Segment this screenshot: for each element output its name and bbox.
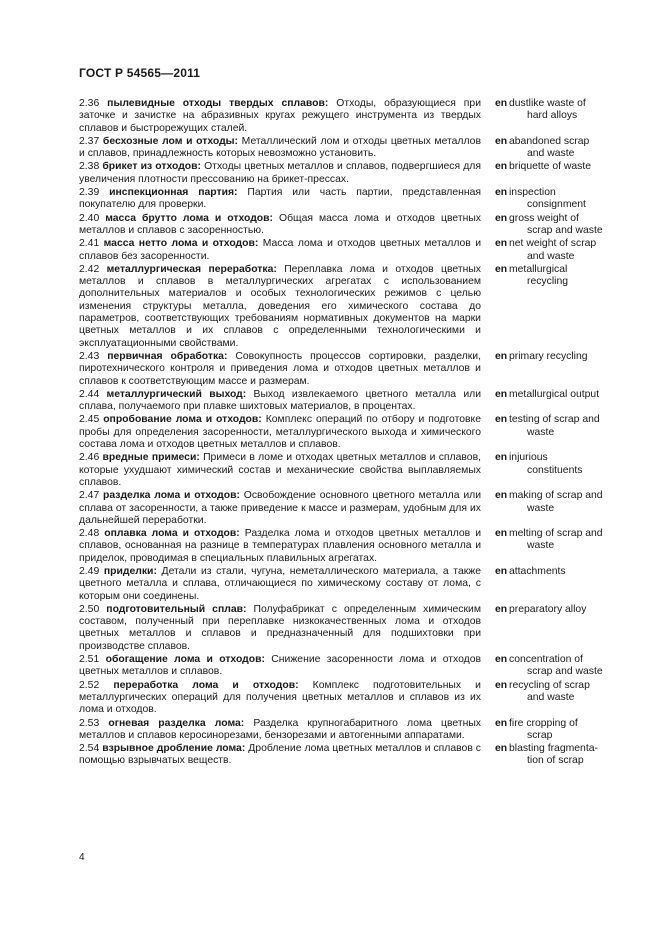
english-term-line: recycling of scrap [509,679,590,691]
english-equivalent [495,718,619,743]
english-term-line: and waste [527,250,575,262]
term-definition [79,566,481,603]
term-definition-text: Разделка лома и отходов цветных металлов и сплавов, основанная на разнице в температурах плавления основного металла и приделок, проводимая в специальных плавильных агрегатах. [79,528,481,564]
term-number: 2.52 [79,679,100,691]
term-definition-text: Отходы, образующиеся при заточке и зачистке на абразивных кругах режущего инструмента из твердых сплавов и быстрорежущих сталей. [79,98,481,134]
term-name: оплавка лома и отходов: [104,528,240,540]
english-equivalent [495,654,619,679]
term-name: опробование лома и отходов: [103,414,262,426]
english-term-line: constituents [527,464,583,476]
term-name: первичная обработка: [107,350,228,362]
term-entry [79,566,619,603]
term-number: 2.40 [79,212,100,224]
term-definition-text: Комплекс операций по отбору и подготовке пробы для определения засоренности, металлургического выхода и химического состава лома и отходов цветных металлов и сплавов. [79,414,481,451]
term-name: инспекционная партия: [109,187,238,199]
english-equivalent [495,136,619,161]
english-equivalent [495,238,619,263]
english-term-line: waste [527,502,555,514]
term-definition [79,654,481,679]
term-definition [79,389,481,414]
term-definition-text: Освобождение основного цветного металла или сплава от засоренности, а также приведение к массе и размерам, удобным для их дальнейшей переработки. [79,490,482,526]
english-equivalent [495,452,619,477]
english-equivalent [495,566,619,578]
english-term-line: injurious [509,452,548,464]
term-definition-text: Совокупность процессов сортировки, разделки, пиротехнического контроля и приведения лома и отходов цветных металлов и сплавов к соответствующим массе и размерам. [79,350,482,387]
term-definition [79,452,481,489]
term-entry [79,604,619,653]
term-entry [79,389,619,414]
language-code: en [495,603,508,615]
term-definition-text: Отходы цветных металлов и сплавов, подвергшиеся для увеличения плотности прессованию на брикет-прессах. [79,161,481,185]
term-definition-text: Комплекс подготовительных и металлургических операций для получения цветных металлов и сплавов из их лома и отходов. [79,679,481,716]
term-entry [79,351,619,388]
language-code: en [495,161,508,173]
term-definition-text: Примеси в ломе и отходах цветных металлов и сплавов, которые ухудшают химический состав и механические свойства выплавляемых сплавов. [79,452,481,488]
term-number: 2.53 [79,717,100,729]
term-definition [79,718,481,743]
terms-list [79,98,619,769]
term-definition [79,528,481,565]
term-number: 2.36 [79,98,100,109]
english-term-line: tion of scrap [527,755,584,767]
term-definition-text: Полуфабрикат с определенным химическим составом, полученный при переплавке низкокачественных лома и отходов цветных металлов и сплавов и предназначенный для подшихтовки при производстве сплавов. [79,603,481,652]
language-code: en [495,490,508,502]
term-definition-text: Масса лома и отходов цветных металлов и сплавов без засоренности. [79,238,482,262]
term-entry [79,136,619,161]
term-definition [79,680,481,717]
english-term-line: scrap and waste [527,666,603,678]
language-code: en [495,187,508,199]
english-term-line: dustlike waste of [509,98,586,109]
term-name: переработка лома и отходов: [113,679,299,691]
term-entry [79,654,619,679]
english-term-line: blasting fragmenta- [509,743,598,755]
term-definition-text: Партия или часть партии, представленная покупателю для проверки. [79,187,481,211]
term-definition [79,490,481,527]
english-term-line: primary recycling [509,350,588,362]
term-entry [79,161,619,186]
term-name: вредные примеси: [102,452,200,464]
term-number: 2.37 [79,135,100,147]
term-name: взрывное дробление лома: [102,743,246,755]
language-code: en [495,743,508,755]
language-code: en [495,135,508,147]
english-term-line: attachments [509,565,566,577]
term-definition [79,213,481,238]
english-term-line: making of scrap and [509,490,603,502]
english-equivalent [495,414,619,439]
term-definition-text: Металлический лом и отходы цветных металлов и сплавов, принадлежность которых невозможно установить. [79,135,481,160]
term-definition-text: Дробление лома цветных металлов и сплавов с помощью взрывчатых веществ. [79,743,482,767]
term-entry [79,680,619,717]
term-number: 2.49 [79,565,100,577]
term-name: металлургический выход: [106,388,247,400]
english-term-line: waste [527,540,555,552]
term-name: масса брутто лома и отходов: [105,212,274,224]
term-number: 2.51 [79,654,100,666]
english-term-line: melting of scrap and [509,528,603,540]
english-equivalent [495,351,619,363]
term-name: подготовительный сплав: [106,603,247,615]
term-name: брикет из отходов: [102,161,201,173]
term-entry [79,528,619,565]
english-term-line: scrap and waste [527,224,603,236]
english-term-line: gross weight of [509,212,579,224]
language-code: en [495,212,508,224]
english-equivalent [495,98,619,123]
english-equivalent [495,604,619,616]
english-term-line: inspection [509,187,556,199]
english-term-line: metallurgical output [509,388,600,400]
term-name: масса нетто лома и отходов: [103,238,259,250]
term-number: 2.50 [79,603,100,615]
term-name: металлургическая переработка: [106,263,277,275]
term-definition [79,161,481,186]
term-definition [79,187,481,212]
term-definition-text: Переплавка лома и отходов цветных металлов и сплавов в металлургических агрегатах с использованием дополнительных материалов и особых технологических режимов с целью изменения структуры металла, доведения его химического состава до параметров, соответствующих требованиям нормативных документов на марки цветных металлов и их сплавов с определенными технологическими и эксплуатационными свойствами. [79,263,482,349]
term-entry [79,264,619,350]
english-equivalent [495,389,619,401]
english-equivalent [495,187,619,212]
term-number: 2.48 [79,528,100,540]
term-definition [79,351,481,388]
term-name: обогащение лома и отходов: [105,654,265,666]
term-number: 2.44 [79,388,100,400]
term-entry [79,452,619,489]
term-entry [79,414,619,451]
term-definition-text: Выход извлекаемого цветного металла или сплава, получаемого при плавке шихтовых материалов, в процентах. [79,388,482,413]
term-entry [79,743,619,768]
term-definition [79,264,481,350]
term-definition-text: Снижение засоренности лома и отходов цветных металлов и сплавов. [79,654,481,678]
english-equivalent [495,264,619,289]
term-entry [79,213,619,238]
english-equivalent [495,213,619,238]
term-number: 2.43 [79,350,100,362]
language-code: en [495,565,508,577]
english-term-line: scrap [527,729,553,741]
page-number: 4 [79,852,85,863]
english-equivalent [495,528,619,553]
term-definition [79,604,481,653]
english-term-line: fire cropping of [509,717,578,729]
language-code: en [495,98,508,109]
term-definition [79,98,481,135]
term-number: 2.45 [79,414,100,426]
term-definition [79,136,481,161]
term-entry [79,187,619,212]
english-term-line: abandoned scrap [509,135,590,147]
term-name: огневая разделка лома: [108,717,245,729]
language-code: en [495,263,508,275]
term-definition-text: Общая масса лома и отходов цветных металлов и сплавов с засоренностью. [79,212,481,236]
term-name: разделка лома и отходов: [103,490,240,502]
term-number: 2.46 [79,452,100,464]
english-term-line: recycling [527,276,568,288]
term-number: 2.41 [79,238,100,250]
term-definition-text: Детали из стали, чугуна, неметаллического материала, а также цветного металла и сплава, отличающиеся по химическому составу от лома, с которым они соединены. [79,565,481,602]
document-header: ГОСТ Р 54565—2011 [79,66,201,80]
term-definition [79,238,481,263]
language-code: en [495,679,508,691]
term-name: бесхозные лом и отходы: [102,135,239,147]
english-term-line: and waste [527,691,575,703]
english-term-line: consignment [527,199,586,211]
language-code: en [495,238,508,250]
term-definition [79,414,481,451]
language-code: en [495,414,508,426]
term-number: 2.47 [79,490,100,502]
term-number: 2.54 [79,743,100,755]
language-code: en [495,350,508,362]
language-code: en [495,388,508,400]
term-entry [79,490,619,527]
language-code: en [495,452,508,464]
term-entry [79,98,619,135]
english-term-line: net weight of scrap [509,238,597,250]
language-code: en [495,528,508,540]
english-term-line: preparatory alloy [509,603,587,615]
english-equivalent [495,490,619,515]
english-term-line: metallurgical [509,263,568,275]
term-name: пылевидные отходы твердых сплавов: [107,98,329,109]
english-term-line: and waste [527,148,575,160]
language-code: en [495,654,508,666]
english-term-line: testing of scrap and [509,414,600,426]
language-code: en [495,717,508,729]
english-term-line: briquette of waste [509,161,592,173]
term-number: 2.38 [79,161,100,173]
english-equivalent [495,680,619,705]
term-name: приделки: [103,565,157,577]
english-term-line: concentration of [509,654,583,666]
term-definition [79,743,481,768]
term-number: 2.39 [79,187,100,199]
term-entry [79,238,619,263]
english-term-line: waste [527,426,555,438]
english-equivalent [495,743,619,768]
english-term-line: hard alloys [527,110,578,122]
term-number: 2.42 [79,263,100,275]
term-entry [79,718,619,743]
english-equivalent [495,161,619,173]
term-definition-text: Разделка крупногабаритного лома цветных металлов и сплавов керосинорезами, бензорезами и автогенными аппаратами. [79,717,482,741]
